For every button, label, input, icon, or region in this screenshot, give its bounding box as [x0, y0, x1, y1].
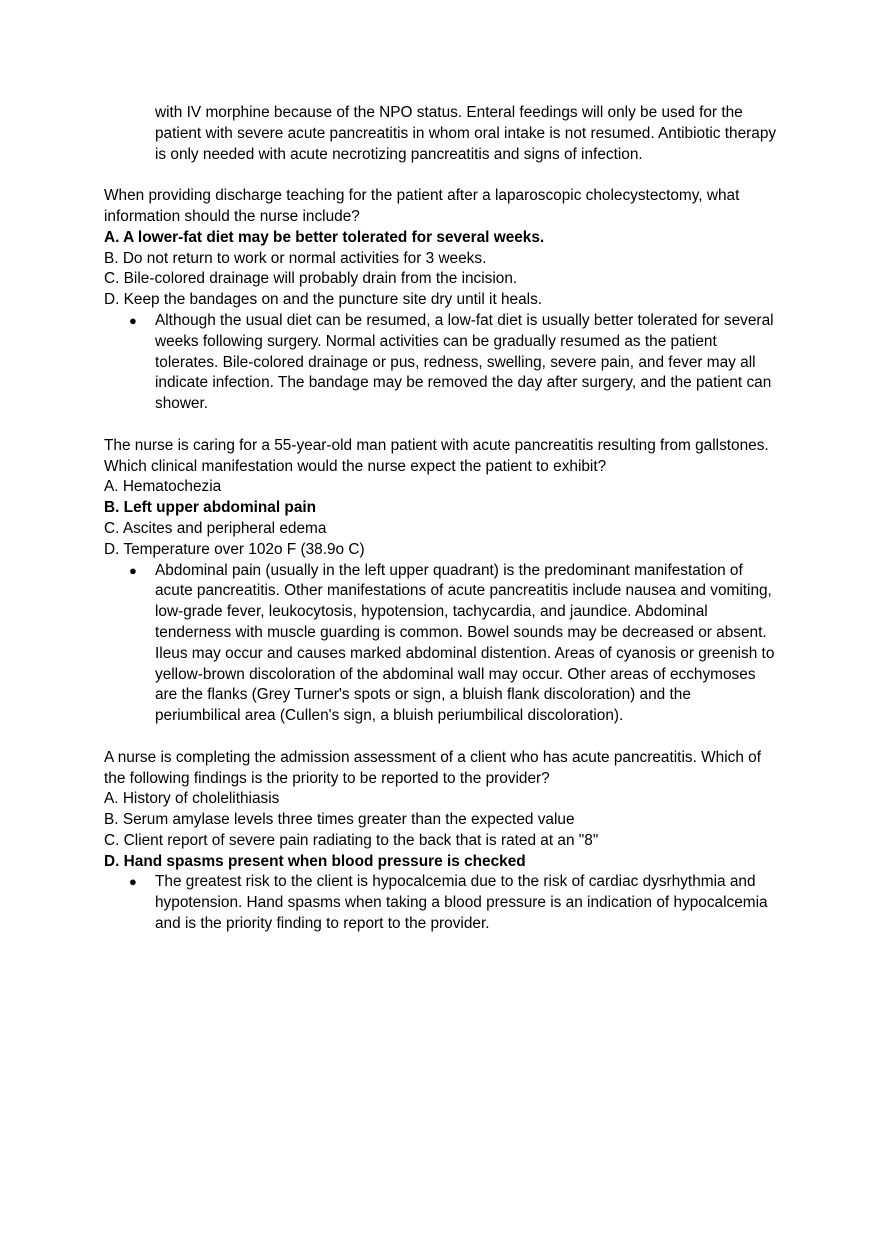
- rationale-bullet: [129, 311, 780, 415]
- answer-option: A. Hematochezia: [104, 478, 222, 496]
- question-stem: A nurse is completing the admission assessment of a client who has acute pancreatitis. Which of the following findings is the priority to be reported to the provider?: [104, 748, 761, 787]
- answer-option: B. Do not return to work or normal activities for 3 weeks.: [104, 249, 487, 267]
- answer-option: C. Client report of severe pain radiating to the back that is rated at an "8": [104, 831, 599, 849]
- answer-option: C. Ascites and peripheral edema: [104, 519, 327, 537]
- continuation-paragraph: with IV morphine because of the NPO status. Enteral feedings will only be used for the patient with severe acute pancreatitis in whom oral intake is not resumed. Antibiotic therapy is only needed with acute necrotizing pancreatitis and signs of infection.: [155, 104, 777, 163]
- bullet-icon: ●: [129, 312, 137, 328]
- question-stem: The nurse is caring for a 55-year-old man patient with acute pancreatitis resulting from gallstones. Which clinical manifestation would the nurse expect the patient to exhibit?: [104, 436, 769, 475]
- answer-option: D. Temperature over 102o F (38.9o C): [104, 540, 365, 558]
- answer-option-correct: A. A lower-fat diet may be better tolerated for several weeks.: [104, 228, 545, 246]
- rationale-bullet: [129, 872, 780, 934]
- question-1: [0, 186, 880, 415]
- rationale-bullet: [129, 561, 780, 727]
- answer-option-correct: B. Left upper abdominal pain: [104, 499, 317, 517]
- bullet-icon: ●: [129, 562, 137, 578]
- document-page: [0, 103, 880, 935]
- question-2: [0, 436, 880, 727]
- rationale-text: Although the usual diet can be resumed, a low-fat diet is usually better tolerated for several weeks following surgery. Normal activities can be gradually resumed as the patient tolerates. Bile-colored drainage or pus, redness, swelling, severe pain, and fever may all indicate infection. The bandage may be removed the day after surgery, and the patient can shower.: [155, 311, 774, 413]
- answer-option: B. Serum amylase levels three times greater than the expected value: [104, 811, 575, 829]
- question-3: [0, 748, 880, 935]
- bullet-icon: ●: [129, 874, 137, 890]
- rationale-text: The greatest risk to the client is hypocalcemia due to the risk of cardiac dysrhythmia and hypotension. Hand spasms when taking a blood pressure is an indication of hypocalcemia and is the priority finding to report to the provider.: [155, 873, 768, 933]
- answer-option: A. History of cholelithiasis: [104, 790, 280, 808]
- answer-option: D. Keep the bandages on and the puncture site dry until it heals.: [104, 291, 543, 309]
- answer-option-correct: D. Hand spasms present when blood pressure is checked: [104, 852, 526, 870]
- answer-option: C. Bile-colored drainage will probably drain from the incision.: [104, 270, 518, 288]
- question-stem: When providing discharge teaching for the patient after a laparoscopic cholecystectomy, what information should the nurse include?: [104, 187, 740, 225]
- rationale-text: Abdominal pain (usually in the left upper quadrant) is the predominant manifestation of acute pancreatitis. Other manifestations of acute pancreatitis include nausea and vomiting, low-grade fever, leukocytosis, hypotension, tachycardia, and jaundice. Abdominal tenderness with muscle guarding is common. Bowel sounds may be decreased or absent. Ileus may occur and causes marked abdominal distention. Areas of cyanosis or greenish to yellow-brown discoloration of the abdominal wall may occur. Other areas of ecchymoses are the flanks (Grey Turner's spots or sign, a bluish flank discoloration) and the periumbilical area (Cullen's sign, a bluish periumbilical discoloration).: [155, 561, 775, 725]
